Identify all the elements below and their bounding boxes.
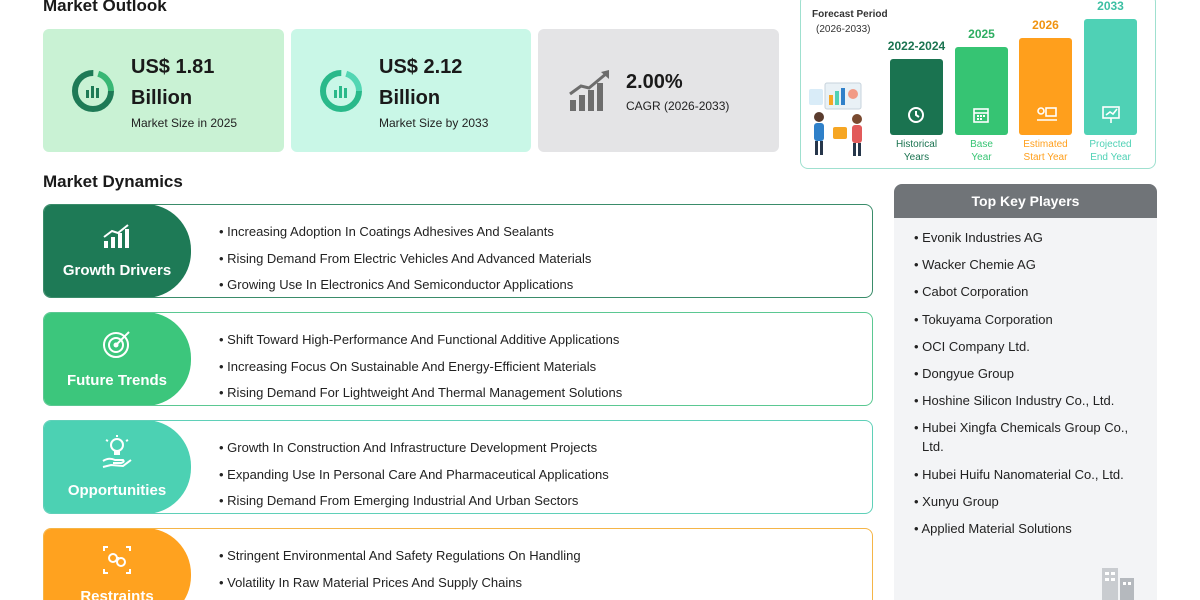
forecast-caption [949,138,1014,164]
list-item: • Expanding Use In Personal Care And Pharmaceutical Applications [219,462,609,489]
list-item: • Hoshine Silicon Industry Co., Ltd. [914,391,1137,410]
market-size-2025-card [43,29,284,152]
growth-drivers-list [219,219,591,298]
list-item: • OCI Company Ltd. [914,337,1137,356]
list-item: • Rising Demand From Electric Vehicles And Advanced Materials [219,246,591,273]
list-item: • Rising Demand For Lightweight And Thermal Management Solutions [219,380,622,406]
restraints-label: Restraints [80,588,154,600]
forecast-caption-line: Historical [895,139,938,150]
growth-chart-icon [102,223,132,254]
forecast-caption [1078,138,1143,164]
history-clock-icon [906,105,926,130]
list-item: • Stringent Environmental And Safety Regulations On Handling [219,543,581,570]
market-size-2025-unit: Billion [131,86,193,109]
list-item: • Cabot Corporation [914,282,1137,301]
forecast-period-panel [800,0,1156,169]
list-item: • Evonik Industries AG [914,228,1137,247]
opportunities-label: Opportunities [67,482,167,499]
growth-drivers-tab [43,204,191,298]
forecast-caption-line: Start Year [1023,152,1068,163]
future-trends-label: Future Trends [66,372,167,389]
forecast-caption-line: Estimated [1023,139,1068,150]
market-size-2033-label: Market Size by 2033 [379,115,489,130]
list-item: • Dongyue Group [914,364,1137,383]
forecast-caption-line: Projected [1089,139,1132,150]
forecast-range: (2026-2033) [816,24,871,35]
list-item: • Hubei Xingfa Chemicals Group Co., Ltd. [914,418,1137,456]
forecast-year-label: 2026 [1032,18,1059,32]
forecast-caption-line: Base [970,139,993,150]
market-dynamics-title: Market Dynamics [43,172,183,191]
opportunities-list [219,435,609,514]
forecast-caption-line: Years [903,152,930,163]
list-item: • Increasing Adoption In Coatings Adhesives And Sealants [219,219,591,246]
cagr-card [538,29,779,152]
analysts-illustration-icon [807,79,873,159]
cagr-value: 2.00% [626,70,683,93]
key-players-list [894,218,1157,538]
buildings-icon [1098,564,1138,600]
list-item: • Growth In Construction And Infrastructure Development Projects [219,435,609,462]
restraint-icon [102,545,132,580]
list-item: • Growing Use In Electronics And Semiconductor Applications [219,272,591,298]
forecast-title: Forecast Period [812,9,888,20]
top-key-players-title: Top Key Players [894,184,1157,218]
market-size-2025-label: Market Size in 2025 [131,115,238,130]
forecast-caption [1013,138,1078,164]
forecast-year-label: 2025 [968,27,995,41]
top-key-players-panel [894,184,1157,600]
growth-drivers-row [43,204,873,298]
list-item: • Tokuyama Corporation [914,310,1137,329]
opportunities-tab [43,420,191,514]
forecast-year-label: 2022-2024 [887,39,946,53]
donut-chart-icon [317,67,365,115]
growth-drivers-label: Growth Drivers [62,262,172,279]
estimate-icon [1035,105,1059,130]
donut-chart-icon [69,67,117,115]
list-item: • Increasing Focus On Sustainable And Energy-Efficient Materials [219,354,622,381]
restraints-tab [43,528,191,600]
forecast-caption-line: Year [971,152,992,163]
market-size-2033-value: US$ 2.12 [379,55,463,78]
future-trends-row [43,312,873,406]
restraints-list [219,543,581,596]
market-outlook-title: Market Outlook [43,0,167,15]
list-item: • Volatility In Raw Material Prices And Supply Chains [219,570,581,597]
list-item: • Applied Material Solutions [914,519,1137,538]
list-item: • Wacker Chemie AG [914,255,1137,274]
target-icon [102,329,132,364]
growth-bar-chart-icon [566,67,614,115]
opportunities-row [43,420,873,514]
list-item: • Rising Demand From Emerging Industrial And Urban Sectors [219,488,609,514]
forecast-caption [884,138,949,164]
idea-hand-icon [101,435,133,474]
future-trends-list [219,327,622,406]
cagr-label: CAGR (2026-2033) [626,98,730,113]
list-item: • Xunyu Group [914,492,1137,511]
future-trends-tab [43,312,191,406]
market-size-2033-card [291,29,531,152]
forecast-caption-line: End Year [1090,152,1131,163]
market-size-2033-unit: Billion [379,86,441,109]
list-item: • Hubei Huifu Nanomaterial Co., Ltd. [914,465,1137,484]
calendar-icon [971,105,991,130]
projection-board-icon [1100,105,1122,130]
list-item: • Shift Toward High-Performance And Functional Additive Applications [219,327,622,354]
forecast-year-label: 2033 [1097,0,1124,13]
market-size-2025-value: US$ 1.81 [131,55,215,78]
restraints-row [43,528,873,600]
